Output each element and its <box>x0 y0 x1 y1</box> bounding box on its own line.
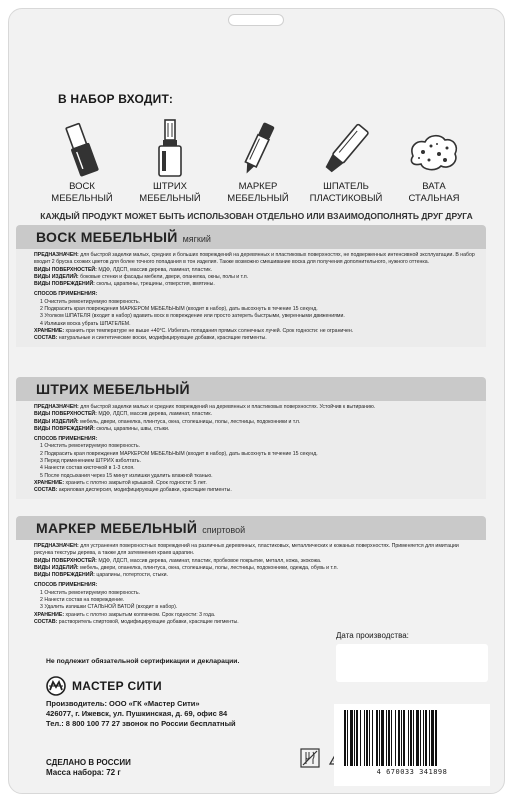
section-title: ВОСК МЕБЕЛЬНЫЙ <box>36 229 178 245</box>
barcode-bar <box>413 710 414 766</box>
production-date-box <box>336 631 488 682</box>
composition-row: СОСТАВ: натуральные и синтетические воски, модифицирующие добавки, красящие пигменты. <box>34 335 267 342</box>
barcode-box <box>334 704 490 786</box>
certification-note: Не подлежит обязательной сертификации и декларации. <box>46 658 240 665</box>
barcode-number: 4 670033 341898 <box>376 768 448 776</box>
barcode-bar <box>347 710 348 766</box>
step: 3 Уголком ШПАТЕЛЯ (входит в набор) вдавить воск в повреждение или просто затереть быстрыми, уверенными движениями. <box>40 313 345 320</box>
product-label-line1: ВОСК <box>69 181 95 192</box>
production-date-label: Дата производства: <box>336 631 409 640</box>
barcode-bar <box>344 710 346 766</box>
stroke-bottle-icon <box>147 118 193 180</box>
step: 3 Перед применением ШТРИХ взболтать. <box>40 458 141 465</box>
surfaces-row: ВИДЫ ПОВЕРХНОСТЕЙ: МДФ, ЛДСП, массив дерева, ламинат, пластик. <box>34 266 213 273</box>
brand-name: МАСТЕР СИТИ <box>72 679 162 693</box>
surfaces-row: ВИДЫ ПОВЕРХНОСТЕЙ: МДФ, ЛДСП, массив дерева, ламинат, пластик, пробковое покрытие, металл, кожа, экокожа. <box>34 557 322 564</box>
product-label-line2: МЕБЕЛЬНЫЙ <box>227 193 289 204</box>
product-marker <box>214 118 302 208</box>
storage-row: ХРАНЕНИЕ: хранить с плотно закрытым колпачком. Срок годности: 3 года. <box>34 611 216 618</box>
barcode-bar <box>386 710 387 766</box>
items-row: ВИДЫ ИЗДЕЛИЙ: мебель, двери, опанелка, плинтуса, окна, столешницы, полы, лестницы, подоконники и т.п. <box>34 418 301 425</box>
section-title: ШТРИХ МЕБЕЛЬНЫЙ <box>36 381 190 397</box>
storage-row: ХРАНЕНИЕ: хранить с плотно закрытой крышкой. Срок годности: 5 лет. <box>34 479 207 486</box>
steel-wool-icon <box>407 118 461 180</box>
producer-line: Производитель: ООО «ГК «Мастер Сити» <box>46 699 200 708</box>
barcode-bar <box>395 710 396 766</box>
barcode-bar <box>398 710 400 766</box>
barcode-bar <box>408 710 409 766</box>
barcode-bar <box>366 710 368 766</box>
barcode-bar <box>429 710 430 766</box>
purpose-row: ПРЕДНАЗНАЧЕН: для устранения поверхностных повреждений на различных деревянных, пластиковых, металлических и кожаных поверхностях. Применяется для имитации рисунка текстуры дерева, а также для затемнения краев царапин. <box>34 543 459 557</box>
product-steel-wool <box>390 118 478 208</box>
step: 1 Очистить ремонтируемую поверхность. <box>40 589 141 596</box>
barcode-bar <box>391 710 392 766</box>
method-label: СПОСОБ ПРИМЕНЕНИЯ: <box>34 436 98 443</box>
product-label-line2: ПЛАСТИКОВЫЙ <box>309 193 383 204</box>
product-label-line2: МЕБЕЛЬНЫЙ <box>139 193 201 204</box>
barcode-bar <box>372 710 373 766</box>
section-title: МАРКЕР МЕБЕЛЬНЫЙ <box>36 520 198 536</box>
barcode-bar <box>381 710 384 766</box>
producer-info <box>46 699 236 729</box>
brand-logo <box>46 676 162 696</box>
barcode-bar <box>416 710 419 766</box>
method-label: СПОСОБ ПРИМЕНЕНИЯ: <box>34 582 98 589</box>
kit-weight: Масса набора: 72 г <box>46 768 121 777</box>
producer-line: 426077, г. Ижевск, ул. Пушкинская, д. 69, офис 84 <box>46 709 228 718</box>
purpose-row: ПРЕДНАЗНАЧЕН: для быстрой заделки малых, средних и больших повреждений на деревянных и пластиковых поверхностях, не подверженных интенсивной эксплуатации. В набор входит 2 бруска схожих цветов для более точного попадания в тон изделия. Также возможно смешивание воска для получения дополнительного, нужного оттенка. <box>34 252 475 266</box>
barcode-bar <box>435 710 437 766</box>
section-wax <box>16 225 486 347</box>
storage-row: ХРАНЕНИЕ: хранить при температуре не выше +40°С. Избегать попадания прямых солнечных лучей. Срок годности: не ограничен. <box>34 327 354 334</box>
section-header <box>16 225 486 249</box>
barcode-bar <box>423 710 424 766</box>
hang-hole <box>228 14 284 26</box>
barcode-bar <box>354 710 355 766</box>
step: 2 Подкрасить края повреждения МАРКЕРОМ МЕБЕЛЬНЫМ (входит в набор), дать высохнуть в течение 15 секунд. <box>40 306 318 313</box>
producer-line: Тел.: 8 800 100 77 27 звонок по России бесплатный <box>46 719 236 728</box>
purpose-row: ПРЕДНАЗНАЧЕН: для быстрой заделки малых и средних повреждений на деревянных и пластиковых поверхностях. Устойчив к вытиранию. <box>34 404 376 410</box>
product-stroke <box>126 118 214 208</box>
section-body <box>16 401 486 499</box>
barcode-bar <box>369 710 370 766</box>
section-header <box>16 377 486 401</box>
step: 2 Подкрасить края повреждения МАРКЕРОМ МЕБЕЛЬНЫМ (входит в набор), дать высохнуть в течение 15 секунд. <box>40 450 318 457</box>
marker-icon <box>235 118 281 180</box>
product-wax <box>38 118 126 208</box>
barcode-bar <box>410 710 412 766</box>
step: 5 После подсыхания через 15 минут излишки удалить влажной тканью. <box>40 472 213 479</box>
brand-emblem-icon <box>46 676 66 696</box>
kit-title: В НАБОР ВХОДИТ: <box>58 92 174 106</box>
barcode-bar <box>356 710 358 766</box>
barcode-bar <box>364 710 365 766</box>
barcode-bar <box>420 710 421 766</box>
method-label: СПОСОБ ПРИМЕНЕНИЯ: <box>34 291 98 298</box>
step: 2 Нанести состав на повреждение. <box>40 597 125 604</box>
product-label-line1: МАРКЕР <box>238 181 278 192</box>
wax-icon <box>59 118 105 180</box>
product-label-line1: ВАТА <box>422 181 446 192</box>
barcode-bar <box>350 710 353 766</box>
barcode-bar <box>360 710 361 766</box>
product-label-line2: МЕБЕЛЬНЫЙ <box>51 193 113 204</box>
section-body <box>16 540 486 630</box>
damage-row: ВИДЫ ПОВРЕЖДЕНИЙ: сколы, царапины, швы, стыки. <box>34 425 170 432</box>
step: 1 Очистить ремонтируемую поверхность. <box>40 298 141 305</box>
slogan: КАЖДЫЙ ПРОДУКТ МОЖЕТ БЫТЬ ИСПОЛЬЗОВАН ОТДЕЛЬНО ИЛИ ВЗАИМОДОПОЛНЯТЬ ДРУГ ДРУГА <box>40 211 473 221</box>
section-header <box>16 516 486 540</box>
step: 4 Излишки воска убрать ШПАТЕЛЕМ. <box>40 320 131 327</box>
product-label-line1: ШТРИХ <box>152 181 187 192</box>
barcode-bar <box>379 710 380 766</box>
section-subtitle: мягкий <box>182 234 211 244</box>
made-in-block <box>46 758 131 778</box>
no-food-contact-icon <box>300 748 320 768</box>
product-label-line2: СТАЛЬНАЯ <box>408 193 460 204</box>
damage-row: ВИДЫ ПОВРЕЖДЕНИЙ: царапины, потертости, стыки. <box>34 572 168 579</box>
barcode-bar <box>431 710 434 766</box>
product-spatula <box>302 118 390 208</box>
production-date-field <box>336 644 488 682</box>
surfaces-row: ВИДЫ ПОВЕРХНОСТЕЙ: МДФ, ЛДСП, массив дерева, ламинат, пластик. <box>34 411 213 418</box>
section-subtitle: спиртовой <box>202 525 246 535</box>
barcode-bar <box>401 710 402 766</box>
composition-row: СОСТАВ: акриловая дисперсия, модифицирующие добавки, красящие пигменты. <box>34 487 232 494</box>
items-row: ВИДЫ ИЗДЕЛИЙ: мебель, двери, опанелка, плинтуса, окна, столешницы, полы, лестницы, подоконники, одежда, обувь и т.п. <box>34 564 338 571</box>
composition-row: СОСТАВ: растворитель спиртовой, модифицирующие добавки, красящие пигменты. <box>34 618 239 625</box>
spatula-icon <box>323 118 369 180</box>
step: 1 Очистить ремонтируемую поверхность. <box>40 443 141 450</box>
barcode-bar <box>425 710 427 766</box>
barcode-bar <box>388 710 390 766</box>
barcode-bar <box>376 710 378 766</box>
section-stroke <box>16 377 486 499</box>
made-in: СДЕЛАНО В РОССИИ <box>46 758 131 767</box>
product-label-line1: ШПАТЕЛЬ <box>323 181 369 192</box>
step: 4 Нанести состав кисточкой в 1-3 слоя. <box>40 465 135 472</box>
barcode-bar <box>403 710 405 766</box>
barcode <box>342 710 482 766</box>
products-row <box>38 118 478 208</box>
damage-row: ВИДЫ ПОВРЕЖДЕНИЙ: сколы, царапины, трещины, отверстия, вмятины. <box>34 281 215 288</box>
section-marker <box>16 516 486 630</box>
items-row: ВИДЫ ИЗДЕЛИЙ: боковые стенки и фасады мебели, двери, опанелка, окны, полы и т.п. <box>34 273 249 280</box>
step: 3 Удалить излишки СТАЛЬНОЙ ВАТОЙ (входит в набор). <box>40 604 178 611</box>
section-body <box>16 249 486 347</box>
